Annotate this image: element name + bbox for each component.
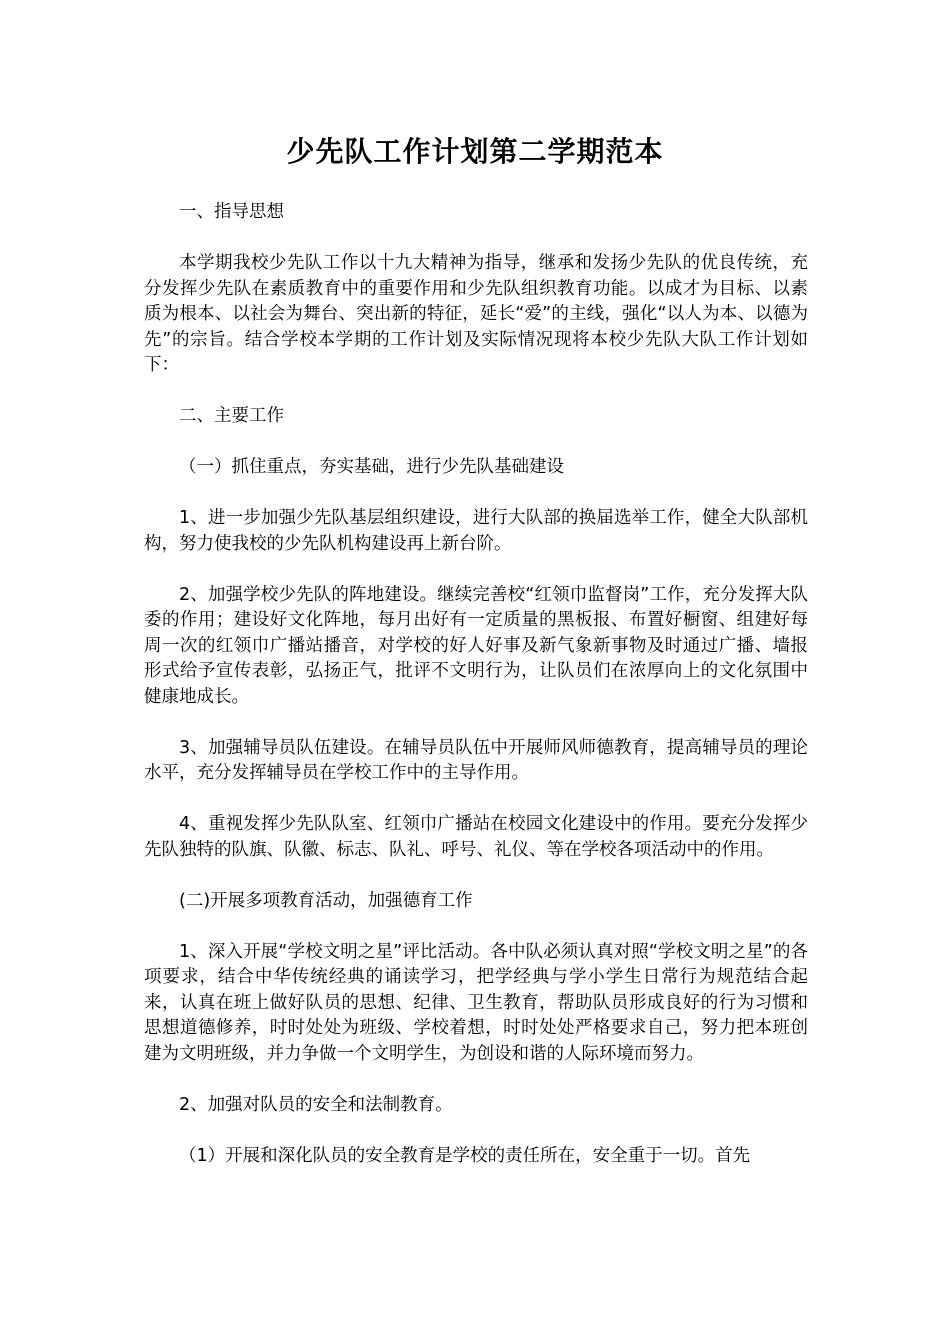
heading-main-work: 二、主要工作	[179, 406, 284, 426]
paragraph-item-3: 3、加强辅导员队伍建设。在辅导员队伍中开展师风师德教育，提高辅导员的理论水平，充分发挥辅导员在学校工作中的主导作用。	[144, 737, 808, 783]
paragraph-item-1: 1、进一步加强少先队基层组织建设，进行大队部的换届选举工作，健全大队部机构，努力使我校的少先队机构建设再上新台阶。	[144, 508, 808, 554]
heading-guiding-ideology: 一、指导思想	[179, 202, 284, 222]
document-title: 少先队工作计划第二学期范本	[286, 135, 664, 168]
document-body	[144, 200, 808, 1195]
paragraph-edu-item-1: 1、深入开展“学校文明之星”评比活动。各中队必须认真对照“学校文明之星”的各项要求，结合中华传统经典的诵读学习，把学经典与学小学生日常行为规范结合起来，认真在班上做好队员的思想、纪律、卫生教育，帮助队员形成良好的行为习惯和思想道德修养，时时处处为班级、学校着想，时时处处严格要求自己，努力把本班创建为文明班级，并力争做一个文明学生，为创设和谐的人际环境而努力。	[144, 941, 808, 1064]
paragraph-intro: 本学期我校少先队工作以十九大精神为指导，继承和发扬少先队的优良传统，充分发挥少先队在素质教育中的重要作用和少先队组织教育功能。以成才为目标、以素质为根本、以社会为舞台、突出新的特征，延长“爱”的主线，强化“以人为本、以德为先”的宗旨。结合学校本学期的工作计划及实际情况现将本校少先队大队工作计划如下：	[144, 253, 808, 375]
paragraph-item-4: 4、重视发挥少先队队室、红领巾广播站在校园文化建设中的作用。要充分发挥少先队独特的队旗、队徽、标志、队礼、呼号、礼仪、等在学校各项活动中的作用。	[144, 814, 808, 860]
paragraph-safety-1: （1）开展和深化队员的安全教育是学校的责任所在，安全重于一切。首先	[179, 1145, 751, 1166]
subheading-education: (二)开展多项教育活动，加强德育工作	[179, 890, 473, 911]
paragraph-edu-item-2: 2、加强对队员的安全和法制教育。	[179, 1094, 453, 1115]
subheading-foundation: （一）抓住重点，夯实基础，进行少先队基础建设	[179, 457, 564, 477]
paragraph-item-2: 2、加强学校少先队的阵地建设。继续完善校“红领巾监督岗”工作，充分发挥大队委的作用；建设好文化阵地，每月出好有一定质量的黑板报、布置好橱窗、组建好每周一次的红领巾广播站播音，对学校的好人好事及新气象新事物及时通过广播、墙报形式给予宣传表彰，弘扬正气，批评不文明行为，让队员们在浓厚向上的文化氛围中健康地成长。	[144, 584, 808, 707]
